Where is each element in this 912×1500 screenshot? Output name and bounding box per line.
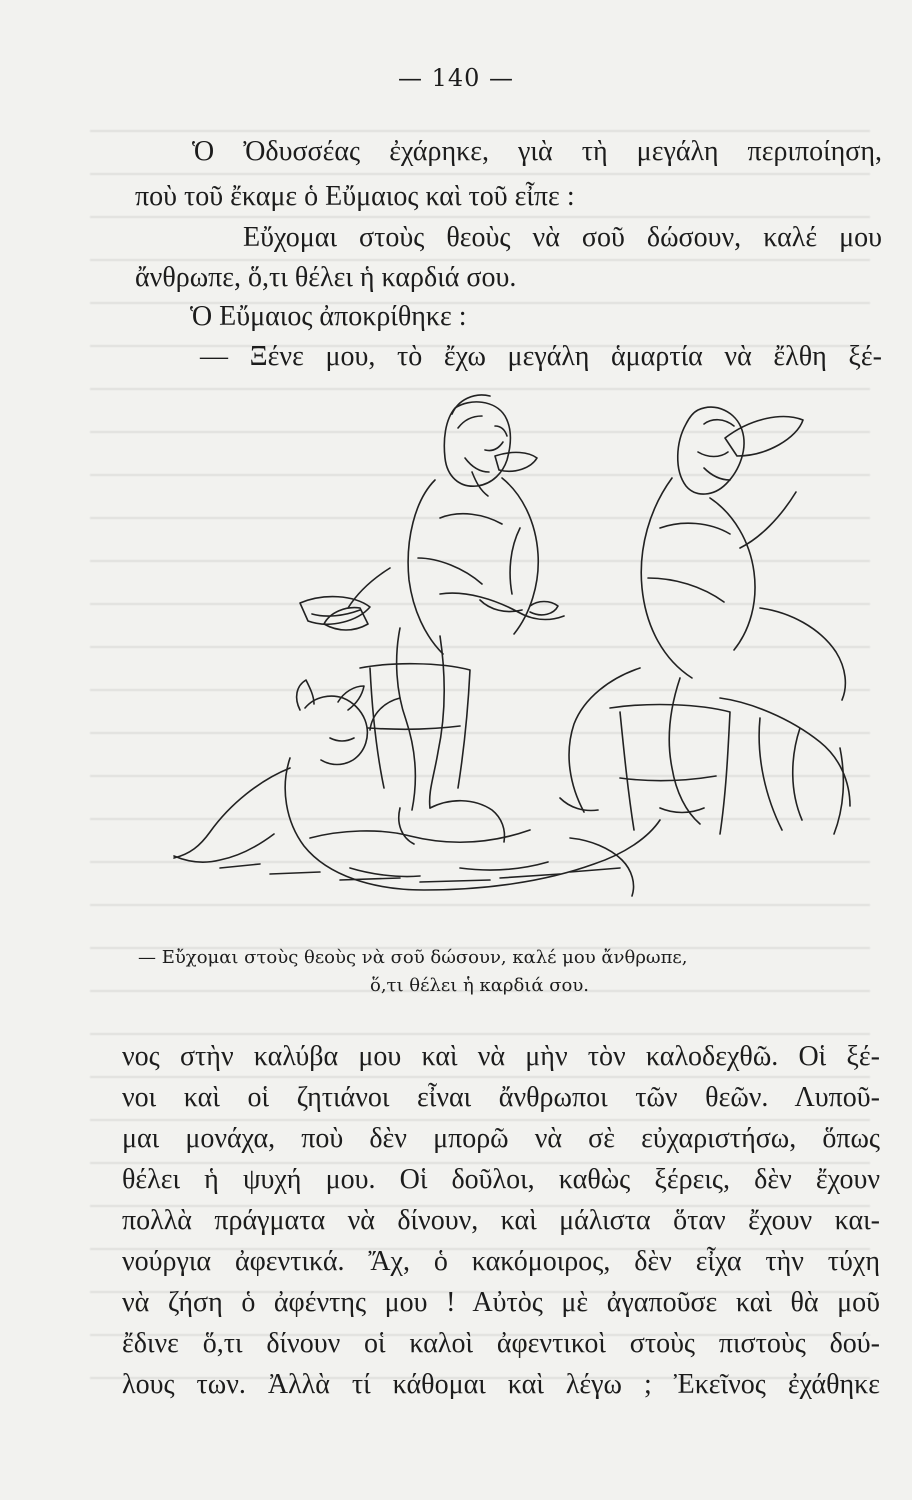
text-line: Ὁ Ὀδυσσέας ἐχάρηκε, γιὰ τὴ μεγάλη περιποίηση,: [192, 136, 882, 167]
text-line: Εὔχομαι στοὺς θεοὺς νὰ σοῦ δώσουν, καλέ μου: [243, 222, 882, 253]
text-line: λους των. Ἀλλὰ τί κάθομαι καὶ λέγω ; Ἐκεῖνος ἐχάθηκε: [122, 1369, 880, 1400]
text-line: νοι καὶ οἱ ζητιάνοι εἶναι ἄνθρωποι τῶν θεῶν. Λυποῦ-: [122, 1082, 880, 1113]
caption-line: — Εὔχομαι στοὺς θεοὺς νὰ σοῦ δώσουν, καλέ μου ἄνθρωπε,: [138, 947, 688, 968]
text-line: νος στὴν καλύβα μου καὶ νὰ μὴν τὸν καλοδεχθῶ. Οἱ ξέ-: [122, 1041, 880, 1072]
text-line: ποὺ τοῦ ἔκαμε ὁ Εὔμαιος καὶ τοῦ εἶπε :: [135, 181, 575, 212]
text-line: πολλὰ πράγματα νὰ δίνουν, καὶ μάλιστα ὅταν ἔχουν και-: [122, 1205, 880, 1236]
text-line: μαι μονάχα, ποὺ δὲν μπορῶ νὰ σὲ εὐχαριστήσω, ὅπως: [122, 1123, 880, 1154]
text-line: Ὁ Εὔμαιος ἀποκρίθηκε :: [190, 301, 467, 332]
text-line: νούργια ἀφεντικά. Ἄχ, ὁ κακόμοιρος, δὲν εἶχα τὴν τύχη: [122, 1246, 880, 1277]
text-line: ἄνθρωπε, ὅ,τι θέλει ἡ καρδιά σου.: [135, 262, 517, 293]
text-line: θέλει ἡ ψυχή μου. Οἱ δοῦλοι, καθὼς ξέρεις, δὲν ἔχουν: [122, 1164, 880, 1195]
text-line: ἔδινε ὅ,τι δίνουν οἱ καλοὶ ἀφεντικοὶ στοὺς πιστοὺς δού-: [122, 1328, 880, 1359]
caption-line: ὅ,τι θέλει ἡ καρδιά σου.: [370, 975, 590, 996]
text-line: — Ξένε μου, τὸ ἔχω μεγάλη ἁμαρτία νὰ ἔλθη ξέ-: [200, 341, 882, 372]
illustration-two-men-and-dog: [100, 368, 880, 928]
text-line: νὰ ζήση ὁ ἀφέντης μου ! Αὐτὸς μὲ ἀγαποῦσε καὶ θὰ μοῦ: [122, 1287, 880, 1318]
page-number: — 140 —: [397, 64, 515, 92]
